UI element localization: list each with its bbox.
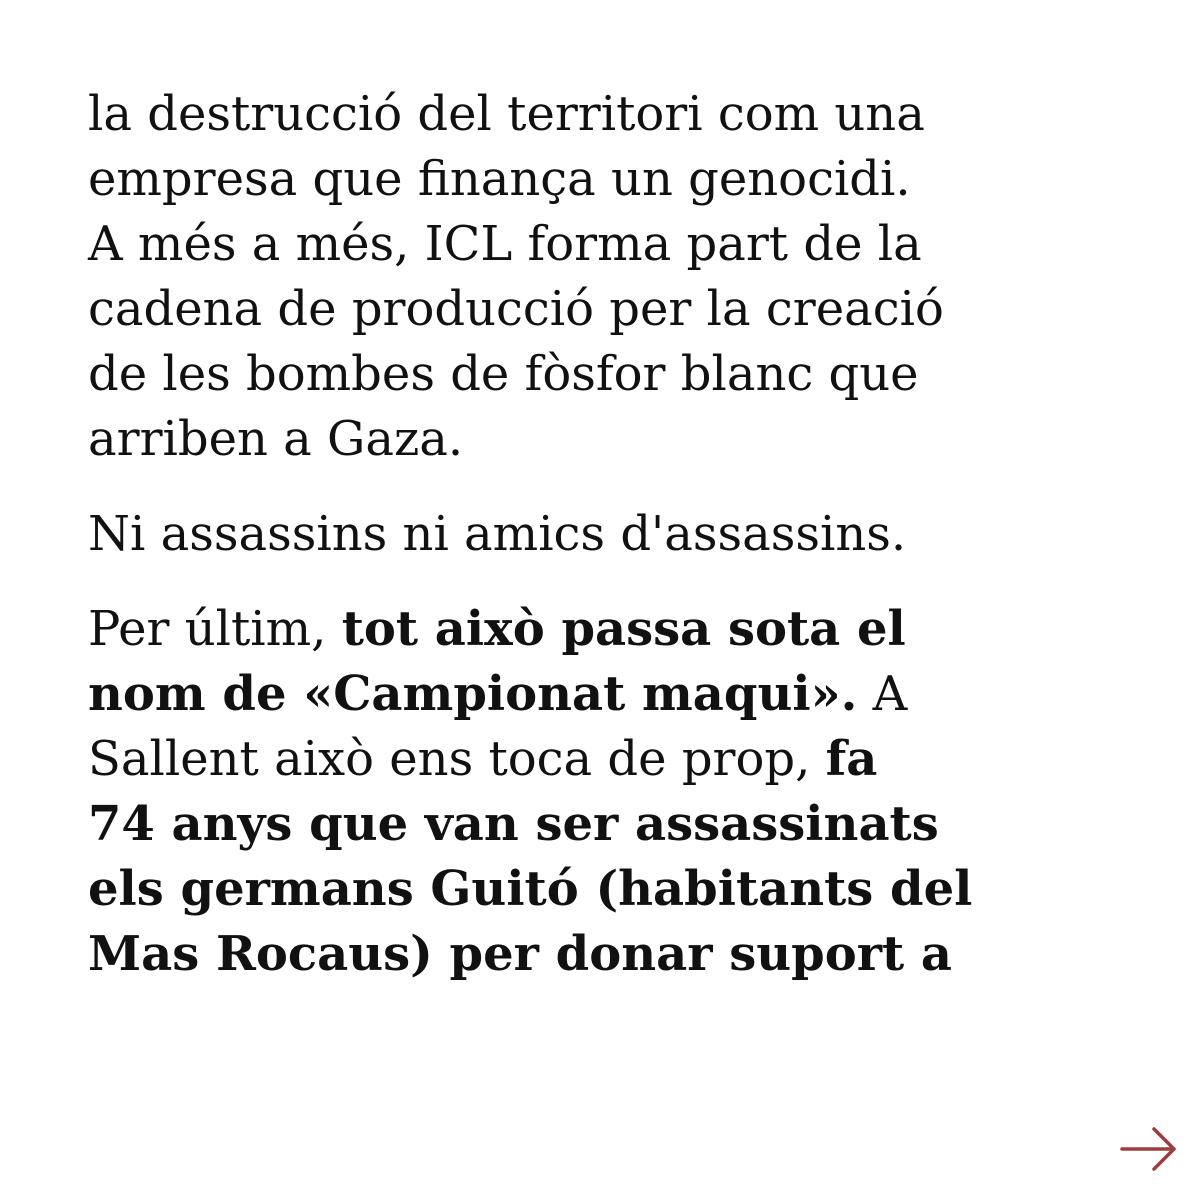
text-line: arriben a Gaza.	[88, 411, 464, 467]
text-line: la destrucció del territori com una	[88, 86, 925, 142]
bold-text: els germans Guitó (habitants del	[88, 861, 973, 917]
text-line	[88, 857, 1148, 922]
next-page-button[interactable]	[1120, 1126, 1178, 1172]
text-line	[88, 922, 1148, 987]
plain-text: A	[857, 666, 908, 722]
text-line: de les bombes de fòsfor blanc que	[88, 346, 919, 402]
article-body	[88, 82, 1148, 1017]
paragraph-icl	[88, 82, 1148, 472]
text-line: empresa que finança un genocidi.	[88, 151, 911, 207]
bold-text: tot això passa sota el	[341, 601, 906, 657]
text-line	[88, 662, 1148, 727]
bold-text: 74 anys que van ser assassinats	[88, 796, 939, 852]
plain-text: Sallent això ens toca de prop,	[88, 731, 826, 787]
bold-text: Mas Rocaus) per donar suport a	[88, 926, 952, 982]
slogan-text: Ni assassins ni amics d'assassins.	[88, 506, 907, 562]
arrow-right-icon	[1120, 1126, 1178, 1172]
text-line: cadena de producció per la creació	[88, 281, 944, 337]
paragraph-slogan	[88, 502, 1148, 567]
text-line	[88, 727, 1148, 792]
bold-text: fa	[825, 731, 878, 787]
text-line	[88, 597, 1148, 662]
plain-text: Per últim,	[88, 601, 342, 657]
text-line	[88, 792, 1148, 857]
text-line: A més a més, ICL forma part de la	[88, 216, 922, 272]
bold-text: nom de «Campionat maqui».	[88, 666, 858, 722]
paragraph-campionat	[88, 597, 1148, 987]
